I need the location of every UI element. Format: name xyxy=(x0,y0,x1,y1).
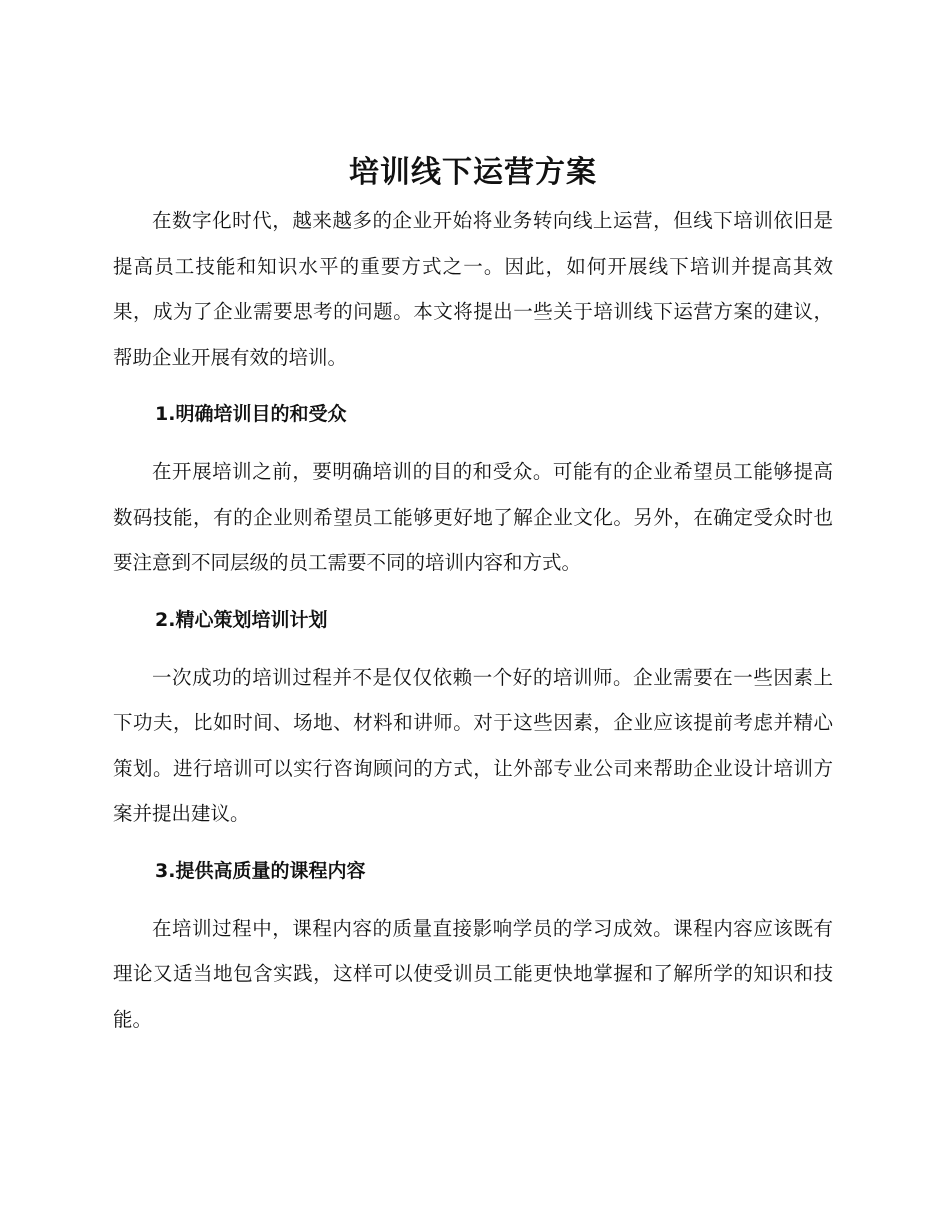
spacer xyxy=(113,894,833,906)
section-heading-2: 2.精心策划培训计划 xyxy=(155,608,328,631)
intro-paragraph: 在数字化时代，越来越多的企业开始将业务转向线上运营，但线下培训依旧是提高员工技能和知识水平的重要方式之一。因此，如何开展线下培训并提高其效果，成为了企业需要思考的问题。本文将提出一些关于培训线下运营方案的建议，帮助企业开展有效的培训。 xyxy=(113,209,833,369)
spacer xyxy=(113,586,833,598)
section-body-1: 在开展培训之前，要明确培训的目的和受众。可能有的企业希望员工能够提高数码技能，有的企业则希望员工能够更好地了解企业文化。另外，在确定受众时也要注意到不同层级的员工需要不同的培训内容和方式。 xyxy=(113,460,833,574)
document-page xyxy=(113,148,833,1042)
spacer xyxy=(113,437,833,449)
section-heading-1: 1.明确培训目的和受众 xyxy=(155,403,347,425)
section-heading-3: 3.提供高质量的课程内容 xyxy=(155,859,366,882)
document-title: 培训线下运营方案 xyxy=(349,155,597,190)
section-body-3: 在培训过程中，课程内容的质量直接影响学员的学习成效。课程内容应该既有理论又适当地包含实践，这样可以使受训员工能更快地掌握和了解所学的知识和技能。 xyxy=(113,916,833,1031)
spacer xyxy=(113,643,833,655)
section-body-2: 一次成功的培训过程并不是仅仅依赖一个好的培训师。企业需要在一些因素上下功夫，比如时间、场地、材料和讲师。对于这些因素，企业应该提前考虑并精心策划。进行培训可以实行咨询顾问的方式，让外部专业公司来帮助企业设计培训方案并提出建议。 xyxy=(113,665,833,825)
spacer xyxy=(113,380,833,392)
spacer xyxy=(113,837,833,849)
